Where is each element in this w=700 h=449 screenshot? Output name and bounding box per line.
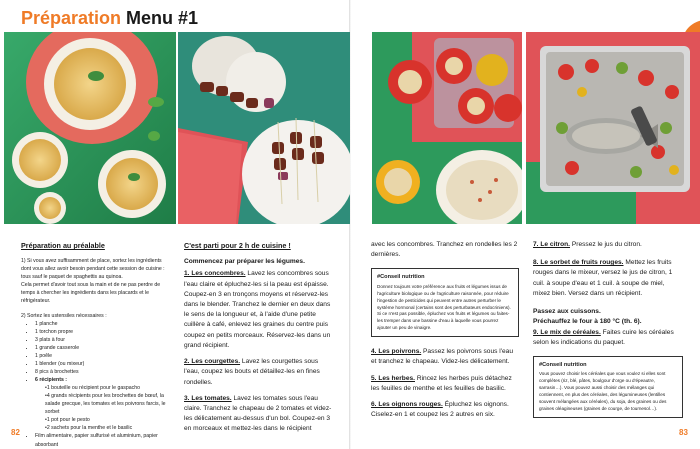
- tip-text-2: Vous pouvez choisir les céréales que vous voulez si elles sont complètes (riz, blé, pâtes, boulgour d'orge ou d'épeautre, sarrasin…). Vous pouvez aussi choisir des mélanges qui contiennent, en plus des céréales, des légumineuses (lentilles souvent mélangées aux céréales), du soja, des graines ou des graines oléagineuses (graines de courge, de tournesol…).: [539, 371, 667, 411]
- step-3-label: 3. Les tomates.: [184, 394, 232, 402]
- soups-photo: [4, 32, 176, 224]
- baked-fish-photo: [526, 32, 700, 224]
- recipients-label: 6 récipients :: [35, 377, 68, 384]
- step-1: [184, 269, 332, 351]
- preheat-instruction: Préchauffez le four à 180 °C (th. 6).: [533, 318, 642, 326]
- prep-p1: 1) Si vous avez suffisamment de place, sortez les ingrédients dont vous allez avoir besoin pendant cette session de cuisine : tous sauf le paquet de spaghettis au quinoa.: [21, 258, 165, 281]
- step-4-text: Passez les poivrons sous l'eau et tranchez le chapeau. Videz-les délicatement.: [371, 348, 513, 366]
- list-item: • 4 grands récipients pour les brochettes de bœuf, la salade grecque, les tomates et les poivrons farcis, le sorbet: [45, 392, 171, 416]
- step-9-label: 9. Le mix de céréales.: [533, 328, 601, 336]
- list-item: • 1 grande casserole: [35, 344, 171, 352]
- utensil-list: [21, 320, 171, 449]
- prep-p2: Cela permet d'avoir tout sous la main et de ne pas perdre de temps à chercher les ingrédients dans les placards et le réfrigérateur.: [21, 282, 161, 305]
- stuffed-tomatoes-image: [372, 32, 522, 224]
- step-8: [533, 258, 683, 299]
- step-9-text: Faites cuire les céréales selon les indications du paquet.: [533, 328, 674, 346]
- list-item: • Film alimentaire, papier sulfurisé et aluminium, papier absorbant: [35, 432, 171, 448]
- list-item: • 8 pics à brochettes: [35, 368, 171, 376]
- step-2-text: Lavez les courgettes sous l'eau, coupez les bouts et détaillez-les en fines rondelles.: [184, 358, 320, 386]
- column-prep: [21, 240, 171, 449]
- page-title: [21, 8, 198, 29]
- stuffed-tomatoes-photo: [372, 32, 522, 224]
- skewers-photo: [178, 32, 350, 224]
- step-6-label: 6. Les oignons rouges.: [371, 400, 443, 408]
- nutrition-tip-box-1: [371, 268, 519, 337]
- steps-heading: C'est parti pour 2 h de cuisine !: [184, 241, 291, 250]
- step-5: [371, 374, 519, 394]
- step-8-label: 8. Le sorbet de fruits rouges.: [533, 259, 624, 267]
- column-steps-1: [184, 240, 332, 435]
- step-9: [533, 328, 683, 348]
- list-item: • 1 blender (ou mixeur): [35, 360, 171, 368]
- page-number-right: 83: [679, 428, 688, 437]
- step-7: [533, 240, 683, 250]
- step-3: [184, 394, 332, 435]
- column-steps-2: [371, 240, 519, 420]
- tip-text-1: Donnez toujours votre préférence aux fruits et légumes issus de l'agriculture biologique ou de l'agriculture raisonnée, pour réduire l'ingestion de pesticides qui peuvent entre autres perturber le système hormonal (certains sont des perturbateurs endocriniens). Si ce n'est pas possible, épluchez vos fruits et légumes ou faites-les tremper dans une bassine d'eau à laquelle vous pourrez ajouter un peu de vinaigre.: [377, 283, 511, 331]
- prep-p3: 2) Sortez les ustensiles nécessaires :: [21, 312, 107, 319]
- step-3-continued: avec les concombres. Tranchez en rondelles les 2 dernières.: [371, 241, 518, 259]
- recipient-sublist: [35, 384, 171, 432]
- steps-intro: Commencez par préparer les légumes.: [184, 258, 305, 266]
- step-4: [371, 347, 519, 367]
- tip-title-2: #Conseil nutrition: [539, 361, 587, 368]
- step-3-text: Lavez les tomates sous l'eau claire. Tranchez le chapeau de 2 tomates et videz-les délicatement au-dessus d'un bol. Coupez-en 3 en morceaux et mettez-les dans le récipient: [184, 394, 332, 433]
- cooking-heading: Passez aux cuissons.: [533, 308, 601, 316]
- list-item: • 1 bouteille ou récipient pour le gaspacho: [45, 384, 171, 392]
- list-item: • 2 sachets pour la menthe et le basilic: [45, 424, 171, 432]
- step-8-text: Mettez les fruits rouges dans le mixeur, versez le jus de citron, 1 cuil. à soupe d'eau et 1 cuil. à soupe de miel, mixez bien. Versez dans un récipient.: [533, 259, 673, 297]
- list-item: • 1 torchon propre: [35, 328, 171, 336]
- list-item: • 1 planche: [35, 320, 171, 328]
- prep-heading: Préparation au préalable: [21, 241, 105, 250]
- title-accent: Préparation: [21, 8, 122, 28]
- step-6-text: Épluchez les oignons. Ciselez-en 1 et coupez les 2 autres en six.: [371, 400, 509, 419]
- step-1-text: Lavez les concombres sous l'eau claire et épluchez-les si la peau est épaisse. Coupez-en 3 en tronçons moyens et réservez-les dans le blender. Tranchez le dernier en deux dans le sens de la longueur et, à l'aide d'une petite cuillère à café, enlevez les graines du centre puis coupez en petits morceaux. Réservez-les dans un grand récipient.: [184, 270, 331, 349]
- title-rest: Menu #1: [126, 8, 199, 28]
- right-page: [350, 0, 700, 449]
- step-7-text: Pressez le jus du citron.: [570, 241, 642, 248]
- step-7-label: 7. Le citron.: [533, 241, 571, 248]
- list-item: • 3 plats à four: [35, 336, 171, 344]
- step-1-label: 1. Les concombres.: [184, 270, 246, 278]
- meat-skewers-image: [178, 32, 350, 224]
- step-2-label: 2. Les courgettes.: [184, 358, 241, 366]
- step-6: [371, 400, 519, 420]
- baked-fish-image: [526, 32, 700, 224]
- soup-bowls-image: [4, 32, 176, 224]
- list-item: • 1 pot pour le pesto: [45, 416, 171, 424]
- step-5-label: 5. Les herbes.: [371, 374, 415, 382]
- step-2: [184, 357, 332, 388]
- column-steps-3: [533, 240, 683, 418]
- step-5-text: Rincez les herbes puis détachez les feuilles de menthe et les feuilles de basilic.: [371, 374, 512, 392]
- tip-title-1: #Conseil nutrition: [377, 274, 425, 281]
- nutrition-tip-box-2: [533, 356, 683, 418]
- page-number-left: 82: [11, 428, 20, 437]
- list-item: • 1 poêle: [35, 352, 171, 360]
- list-item: [35, 376, 171, 432]
- step-4-label: 4. Les poivrons.: [371, 348, 422, 356]
